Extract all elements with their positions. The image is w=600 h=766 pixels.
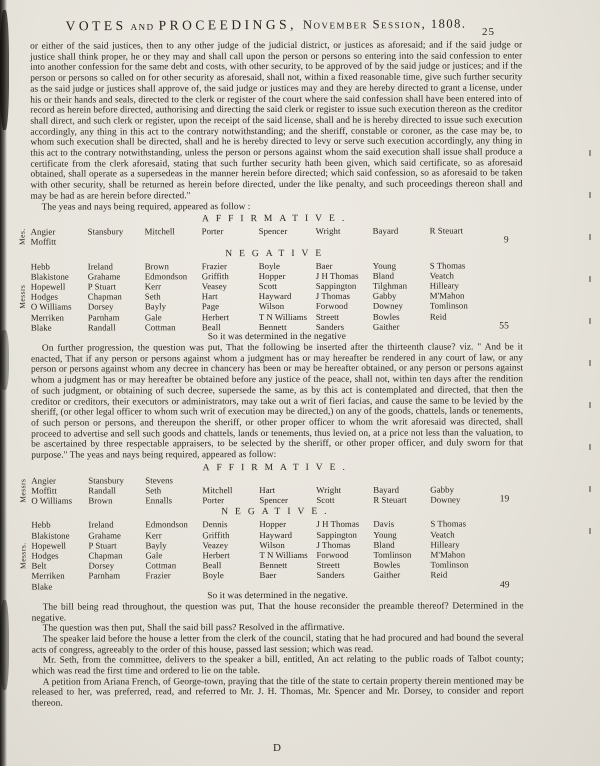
voter-name: Edmondson — [144, 271, 188, 282]
voter-name: Blakistone — [31, 530, 70, 541]
voter-name: Streett — [315, 311, 340, 322]
voter-name: T N Williams — [258, 311, 308, 322]
voter-name: Tomlinson — [373, 549, 412, 560]
voter-name: Spencer — [258, 226, 288, 237]
voter-name: Dennis — [202, 519, 228, 530]
voter-name: Gaither — [372, 321, 400, 332]
voter-name: Sanders — [316, 570, 345, 581]
voter-name: Stansbury — [88, 475, 124, 486]
voter-column — [145, 475, 202, 506]
voter-column — [430, 474, 487, 505]
voter-name: Gabby — [372, 290, 397, 302]
voter-name: Davis — [373, 519, 395, 530]
voter-name: Hart — [259, 485, 276, 496]
voter-column — [259, 519, 316, 580]
voter-name: Page — [201, 301, 220, 312]
vote2-negative-table — [18, 506, 523, 603]
voter-name: Tomlinson — [429, 300, 468, 312]
paragraph-speaker-letter: The speaker laid before the house a letter from the clerk of the council, stating that he had procured and had bound the several acts of congress, agreeably to the order of this house, passed last session; which was read. — [31, 633, 524, 656]
voter-name: Frazier — [201, 260, 227, 271]
voter-column — [316, 226, 373, 236]
voter-name: Bland — [373, 539, 395, 550]
voter-name: Cottman — [145, 560, 177, 571]
voter-name: Frazier — [145, 570, 171, 581]
affirmative-heading: AFFIRMATIVE. — [201, 214, 352, 225]
voter-name: Wilson — [259, 539, 285, 550]
voter-name: Gale — [145, 550, 163, 561]
vote1-affirmative-table — [17, 213, 523, 248]
paragraph-act-continuation: or either of the said justices, then to any other judge of the judicial district, or justices as aforesaid; and if the said judge or justice shall think proper, he or they may and shall call upon the person or persons so entering into the said confession to enter into another confession for the same debt and costs, with other security, to be approved of by the said judge or justices; and if the person or persons so called on for other security as aforesaid, shall not, within a fixed reasonable time, give such further security as the said judge or justices shall approve of, the said judge or justices may and they are hereby directed to grant a license, under his or their hands and seals, directed to the clerk or register of the court where the said confession shall have been entered into of record as herein before directed, authorising and directing the said clerk or register to issue such execution thereon as the creditor shall direct, and such clerk or register, upon the receipt of the said license, shall and he is hereby directed to issue such execution accordingly, any thing in this act to the contrary notwithstanding; and the sheriff, constable or coroner, as the case may be, to whom such execution shall be directed, shall and he is hereby directed to levy or serve such execution accordingly, any thing in this act to the contrary notwithstanding, unless the person or persons against whom the said execution shall issue shall produce a certificate from the clerk aforesaid, stating that such further security hath been given, which said certificate, so as aforesaid obtained, shall operate as a supersedeas in the manner herein before directed; which said confession, so as aforesaid to be taken with other security, shall be returned as herein before directed, under the like penalty, and such proceedings thereon shall and may be had as are herein before directed." — [30, 40, 523, 202]
voter-name: Parnham — [88, 570, 121, 581]
negative-columns — [17, 260, 523, 333]
voter-name: Mitchell — [202, 485, 233, 496]
voter-name: Hayward — [258, 291, 292, 302]
voter-name: Hopewell — [30, 281, 66, 292]
voter-name: Baer — [259, 570, 277, 581]
voter-column — [316, 475, 373, 506]
voter-name: Blakistone — [30, 271, 69, 282]
voter-column — [88, 227, 145, 237]
voter-column — [316, 260, 373, 332]
voter-name: Veasey — [201, 281, 227, 292]
title-and: AND — [130, 21, 155, 32]
voter-name: Streett — [316, 560, 340, 571]
paragraph-seth-bill: Mr. Seth, from the committee, delivers to the speaker a bill, entitled, An act relating to the public roads of Talbot county; which was read the first time and ordered to lie on the table. — [31, 654, 524, 677]
negative-heading: NEGATIVE — [225, 248, 329, 259]
messrs-label: Mes. — [17, 228, 27, 246]
voter-name: Bowles — [373, 559, 401, 570]
voter-column — [202, 519, 259, 580]
voter-name: R Steuart — [373, 494, 407, 505]
voter-name: J Thomas — [316, 539, 351, 550]
vote1-result: So it was determined in the negative — [207, 331, 347, 343]
signature-mark: D — [273, 742, 281, 754]
voter-name: Bayly — [145, 540, 167, 551]
paragraph-further-progression: On further progression, the question was put, That the following be inserted after the thirteenth clause? viz. " And be it enacted, That if any person or persons against whom a judgment has or may hereafter be rendered in any court of law, or any person or persons against whom any decree in chancery has been or may be hereafter obtained, or any person or persons against whom a judgment has or may hereafter be obtained before any justice of the peace, shall not, within ten days after the rendition of such judgment, or obtaining of such decree, supersede the same, as by this act is contemplated and directed, that then the creditor or creditors, their executors or administrators, may take out a writ of fieri facias, and cause the same to be levied by the sheriff, (or other legal officer to whom such writ of execution may be directed,) on any of the goods, chattels, lands or tenements, of such person or persons, and thereupon the sheriff, or other proper officer to whom the writ aforesaid was directed, shall proceed to advertise and sell such goods and chattels, lands or tenements, thus levied on, at a price not less than the valuation, to be ascertained by three respectable appraisers, to be selected by the sheriff, or other proper officer, and duly sworn for that purpose." The yeas and nays being required, appeared as follow: — [30, 342, 524, 461]
title-session: November Session, 1808. — [302, 16, 467, 32]
voter-name: Blake — [30, 322, 52, 333]
voter-column — [259, 475, 316, 506]
title-votes: VOTES — [65, 17, 127, 34]
yeas-nays-line: The yeas and nays being required, appeared as follow : — [41, 201, 251, 213]
voter-column — [316, 519, 373, 580]
negative-columns — [18, 518, 523, 592]
voter-name: J H Thomas — [315, 270, 359, 281]
voter-column — [31, 520, 88, 592]
voter-name: Hodges — [31, 550, 59, 561]
voter-column — [31, 227, 88, 248]
voter-name: Veatch — [429, 270, 454, 281]
title-proceedings: PROCEEDINGS, — [158, 16, 297, 33]
voter-name: Gabby — [430, 484, 455, 495]
voter-name: J H Thomas — [316, 519, 360, 530]
voter-name: Hilleary — [430, 539, 460, 550]
paragraph-bill-pass: The question was then put, Shall the said bill pass? Resolved in the affirmative. — [42, 623, 345, 634]
voter-name: Parnham — [87, 312, 120, 323]
voter-name: Kerr — [145, 529, 162, 540]
voter-column — [430, 260, 487, 321]
scan-artifact — [589, 150, 591, 550]
voter-name: Boyle — [258, 260, 280, 271]
paragraph-petition: A petition from Ariana French, of George-town, praying that the title of the state to certain property therein mentioned may be released to her, was preferred, read, and referred to Mr. J. H. Thomas, Mr. Spencer and Mr. Dorsey, to consider and report thereon. — [31, 676, 524, 709]
voter-column — [88, 261, 145, 333]
voter-name: Dorsey — [87, 301, 114, 312]
voter-name: Brown — [144, 260, 169, 272]
voter-name: Bowles — [372, 311, 400, 322]
voter-name: Randall — [88, 485, 117, 496]
voter-name: Wright — [315, 226, 341, 237]
voter-name: Herbert — [201, 311, 230, 322]
voter-name: Stansbury — [87, 226, 124, 237]
voter-column — [31, 475, 88, 506]
voter-name: Dorsey — [88, 560, 115, 571]
voter-name: Bayard — [372, 225, 399, 236]
voter-name: Griffith — [202, 529, 230, 540]
voter-name: Forwood — [315, 301, 348, 312]
voter-name: Brown — [88, 495, 113, 506]
voter-name: Gaither — [373, 570, 401, 581]
voter-name: Edmondson — [145, 519, 188, 530]
voter-name: R Steuart — [429, 225, 464, 236]
voter-name: M'Mahon — [429, 290, 465, 301]
messrs-label: Messrs. — [18, 542, 28, 570]
voter-name: S Thomas — [430, 518, 467, 530]
voter-name: Hart — [201, 291, 218, 302]
voter-name: O Williams — [31, 495, 73, 506]
voter-name: Baer — [315, 260, 333, 271]
voter-name: Young — [372, 260, 397, 271]
vote2-affirmative-table — [18, 461, 523, 506]
voter-name: Gale — [144, 311, 162, 323]
messrs-label: Messrs — [17, 284, 27, 310]
voter-column — [145, 261, 202, 333]
voter-name: Bland — [372, 270, 395, 281]
vote-count: 49 — [499, 580, 510, 591]
voter-name: S Thomas — [429, 260, 466, 271]
voter-name: Veazey — [202, 539, 229, 551]
voter-name: Tilghman — [372, 280, 408, 291]
affirmative-columns — [17, 225, 523, 248]
voter-name: Downey — [430, 494, 461, 505]
voter-column — [88, 520, 145, 581]
voter-name: Hopewell — [31, 540, 67, 551]
voter-name: Bennett — [258, 321, 287, 332]
voter-name: J Thomas — [315, 291, 351, 302]
voter-name: Tomlinson — [430, 559, 469, 570]
voter-name: Kerr — [144, 281, 162, 292]
voter-name: Chapman — [87, 291, 122, 302]
voter-name: Mitchell — [144, 226, 175, 237]
voter-name: Bayly — [144, 301, 167, 312]
binding-blotch — [0, 330, 9, 390]
voter-name: Sappington — [315, 280, 357, 291]
voter-column — [31, 261, 88, 333]
voter-name: Angier — [31, 475, 57, 486]
voter-column — [373, 260, 430, 332]
voter-name: Wilson — [258, 301, 285, 312]
voter-name: Seth — [144, 291, 161, 302]
vote-count: 55 — [499, 321, 509, 332]
voter-name: Reid — [429, 311, 447, 322]
voter-name: O Williams — [30, 302, 72, 313]
voter-name: Moffitt — [30, 237, 57, 248]
voter-name: T N Williams — [259, 549, 308, 561]
voter-column — [373, 474, 430, 505]
voter-name: Grahame — [87, 271, 121, 282]
voter-name: Moffitt — [31, 485, 57, 496]
page-number: 25 — [482, 26, 495, 38]
messrs-label: Messrs — [18, 478, 28, 503]
voter-column — [430, 519, 487, 580]
voter-column — [373, 226, 430, 236]
voter-name: Beall — [201, 322, 221, 333]
voter-name: Cottman — [144, 322, 176, 333]
voter-column — [202, 475, 259, 506]
voter-column — [202, 261, 259, 333]
page-title — [31, 14, 501, 35]
voter-name: Bennett — [259, 560, 288, 571]
voter-column — [373, 519, 430, 580]
voter-name: Reid — [430, 569, 448, 581]
voter-name: Grahame — [88, 530, 122, 541]
voter-name: Hodges — [30, 291, 58, 302]
voter-name: Griffith — [201, 270, 229, 282]
voter-name: Scott — [258, 281, 278, 292]
vote1-negative-table — [17, 247, 523, 344]
voter-name: Chapman — [88, 550, 123, 561]
voter-name: Beall — [202, 560, 222, 571]
voter-column — [259, 226, 316, 236]
vote-count: 9 — [503, 235, 509, 246]
voter-name: Ireland — [88, 519, 114, 530]
vote2-result: So it was determined in the negative. — [207, 590, 348, 602]
voter-name: Ireland — [87, 261, 113, 272]
voter-name: P Stuart — [87, 281, 116, 292]
voter-name: Porter — [201, 226, 224, 237]
voter-name: Spencer — [259, 495, 289, 506]
voter-name: Blake — [31, 581, 53, 592]
vote-count: 19 — [499, 494, 510, 505]
binding-blotch — [0, 600, 9, 690]
voter-name: Merriken — [30, 312, 65, 323]
paragraph-bill-read: The bill being read throughout, the question was put, That the house reconsider the preamble thereof? Determined in the negative. — [31, 601, 524, 624]
voter-name: Veatch — [430, 529, 455, 540]
voter-name: M'Mahon — [430, 549, 466, 560]
voter-name: Herbert — [202, 550, 230, 561]
voter-name: Randall — [87, 322, 116, 333]
voter-name: Wright — [316, 484, 342, 495]
voter-name: Forwood — [316, 549, 349, 560]
voter-name: Hopper — [258, 270, 286, 281]
voter-name: Scott — [316, 495, 335, 506]
voter-column — [430, 226, 487, 236]
voter-column — [88, 475, 145, 506]
voter-column — [259, 261, 316, 333]
affirmative-heading: AFFIRMATIVE. — [202, 462, 352, 474]
voter-name: Hebb — [31, 520, 51, 531]
voter-column — [202, 226, 259, 236]
voter-name: Belt — [31, 560, 47, 571]
voter-name: Porter — [202, 495, 225, 506]
voter-name: Angier — [30, 226, 56, 237]
page-body — [17, 40, 524, 709]
voter-name: Stevens — [145, 475, 174, 486]
negative-heading: NEGATIVE. — [221, 507, 334, 518]
binding-blotch — [0, 10, 9, 130]
voter-name: Merriken — [31, 570, 65, 582]
voter-name: Hebb — [30, 261, 50, 272]
voter-column — [145, 520, 202, 581]
voter-name: Seth — [145, 485, 162, 496]
affirmative-columns — [18, 474, 523, 506]
voter-name: Boyle — [202, 570, 224, 581]
voter-name: Bayard — [373, 484, 400, 495]
voter-name: Ennalls — [145, 495, 173, 506]
voter-name: Sanders — [315, 321, 345, 332]
voter-name: Downey — [372, 301, 403, 312]
voter-name: Young — [373, 529, 397, 540]
voter-name: P Stuart — [88, 540, 117, 551]
voter-name: Hopper — [259, 519, 287, 530]
voter-name: Hilleary — [429, 280, 460, 291]
voter-column — [145, 226, 202, 236]
voter-name: Hayward — [259, 529, 293, 540]
voter-name: Sappington — [316, 529, 358, 540]
